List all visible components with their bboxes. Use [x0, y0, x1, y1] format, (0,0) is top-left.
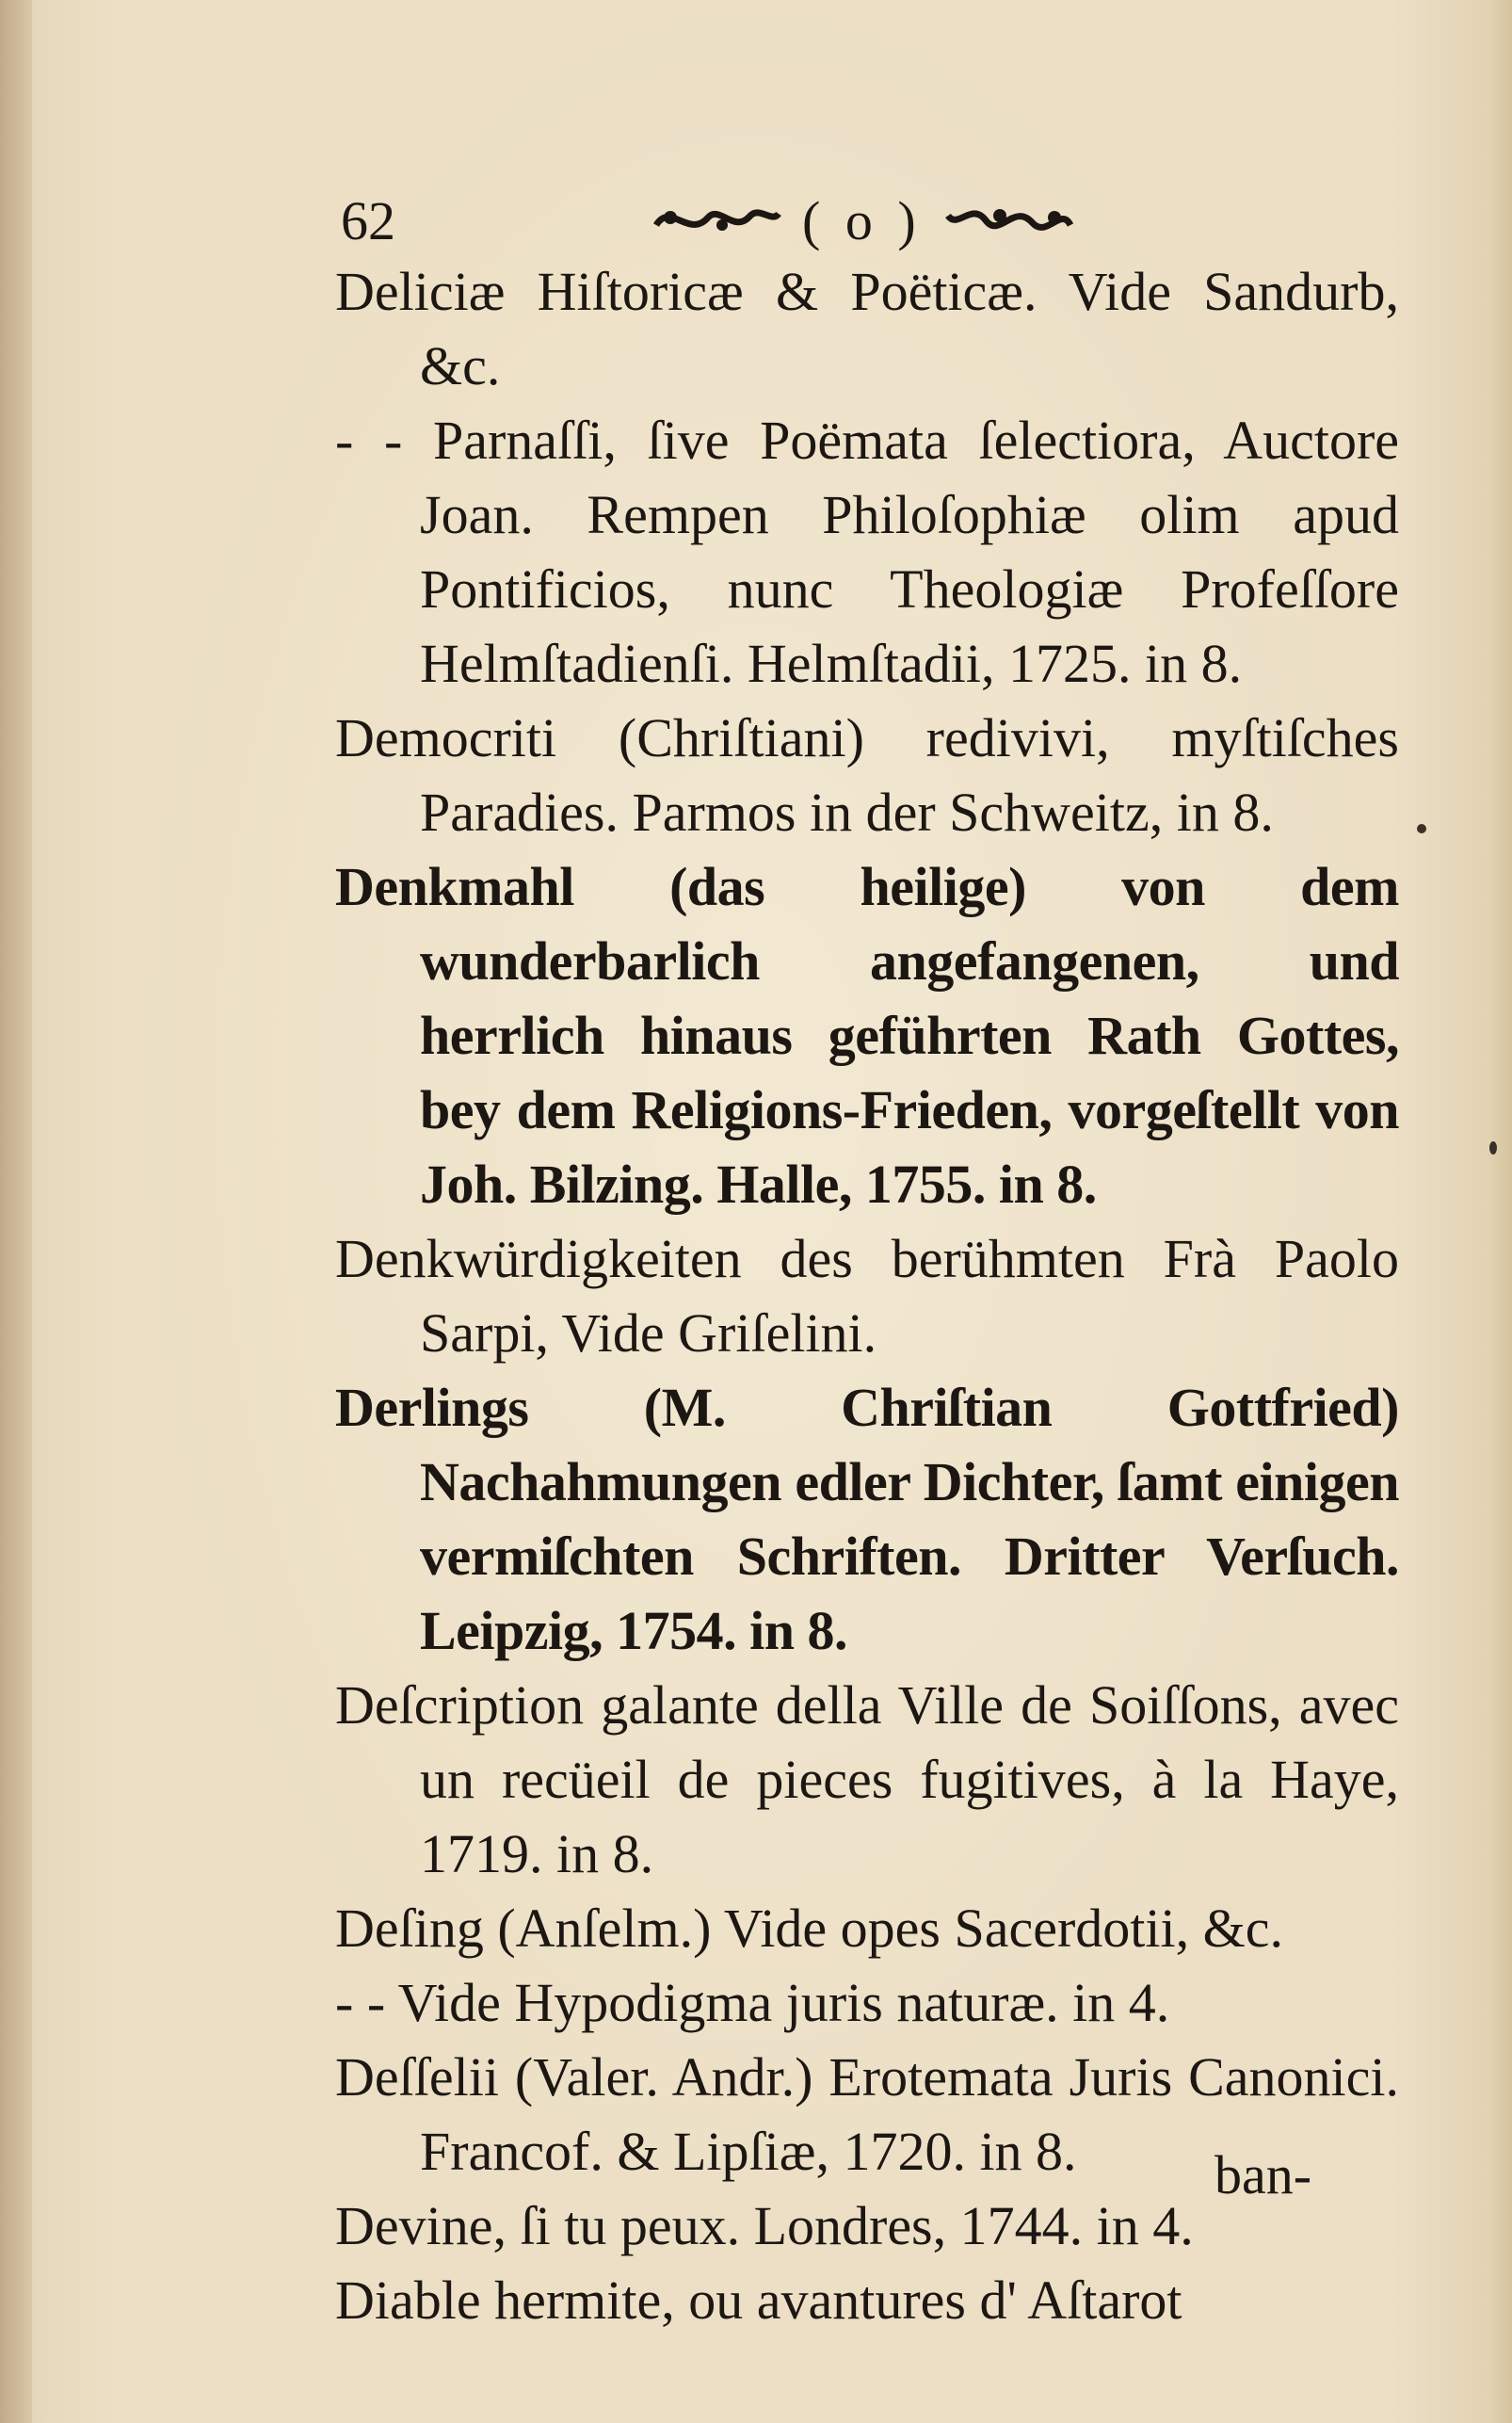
ink-speck: [1417, 824, 1426, 833]
catalogue-entry: Deſing (Anſelm.) Vide opes Sacerdotii, &c.: [335, 1898, 1283, 1959]
catalogue-entry: Diable hermite, ou avantures d' Aſtarot: [335, 2270, 1182, 2331]
catalogue-entry: - - Parnaſſi, ſive Poëmata ſelectiora, Auctore Joan. Rempen Philoſophiæ olim apud Pontificios, nunc Theologiæ Profeſſore Helmſtadienſi. Helmſtadii, 1725. in 8.: [335, 410, 1399, 694]
binding-gutter: [0, 0, 32, 2423]
catalogue-entry: Devine, ſi tu peux. Londres, 1744. in 4.: [335, 2195, 1194, 2256]
catalogue-entry: Denkwürdigkeiten des berühmten Frà Paolo Sarpi, Vide Griſelini.: [335, 1228, 1399, 1364]
catalogue-entry: Deſcription galante della Ville de Soiſſons, avec un recüeil de pieces fugitives, à la Haye, 1719. in 8.: [335, 1674, 1399, 1884]
catalogue-entries: [335, 254, 1399, 2337]
page-number: 62: [341, 190, 395, 251]
catalogue-entry: Deliciæ Hiſtoricæ & Poëticæ. Vide Sandurb, &c.: [335, 261, 1399, 396]
catalogue-entry: Deſſelii (Valer. Andr.) Erotemata Juris Canonici. Francof. & Lipſiæ, 1720. in 8.: [335, 2046, 1399, 2182]
page-header: [341, 184, 1113, 259]
catalogue-entry: Democriti (Chriſtiani) redivivi, myſtiſches Paradies. Parmos in der Schweitz, in 8.: [335, 707, 1399, 843]
catalogue-entry: Derlings (M. Chriſtian Gottfried) Nachahmungen edler Dichter, ſamt einigen vermiſchten Schriften. Dritter Verſuch. Leipzig, 1754. in 8.: [335, 1377, 1399, 1661]
ink-speck: [1489, 1141, 1497, 1155]
ornament-right-icon: [943, 197, 1075, 244]
catalogue-entry: - - Vide Hypodigma juris naturæ. in 4.: [335, 1972, 1170, 2033]
catchword: ban-: [1214, 2144, 1312, 2205]
catalogue-entry: Denkmahl (das heilige) von dem wunderbarlich angefangenen, und herrlich hinaus geführten Rath Gottes, bey dem Religions-Frieden, vorgeſtellt von Joh. Bilzing. Halle, 1755. in 8.: [335, 856, 1399, 1215]
ornament-left-icon: [651, 197, 783, 244]
header-mark: ( o ): [802, 190, 922, 251]
